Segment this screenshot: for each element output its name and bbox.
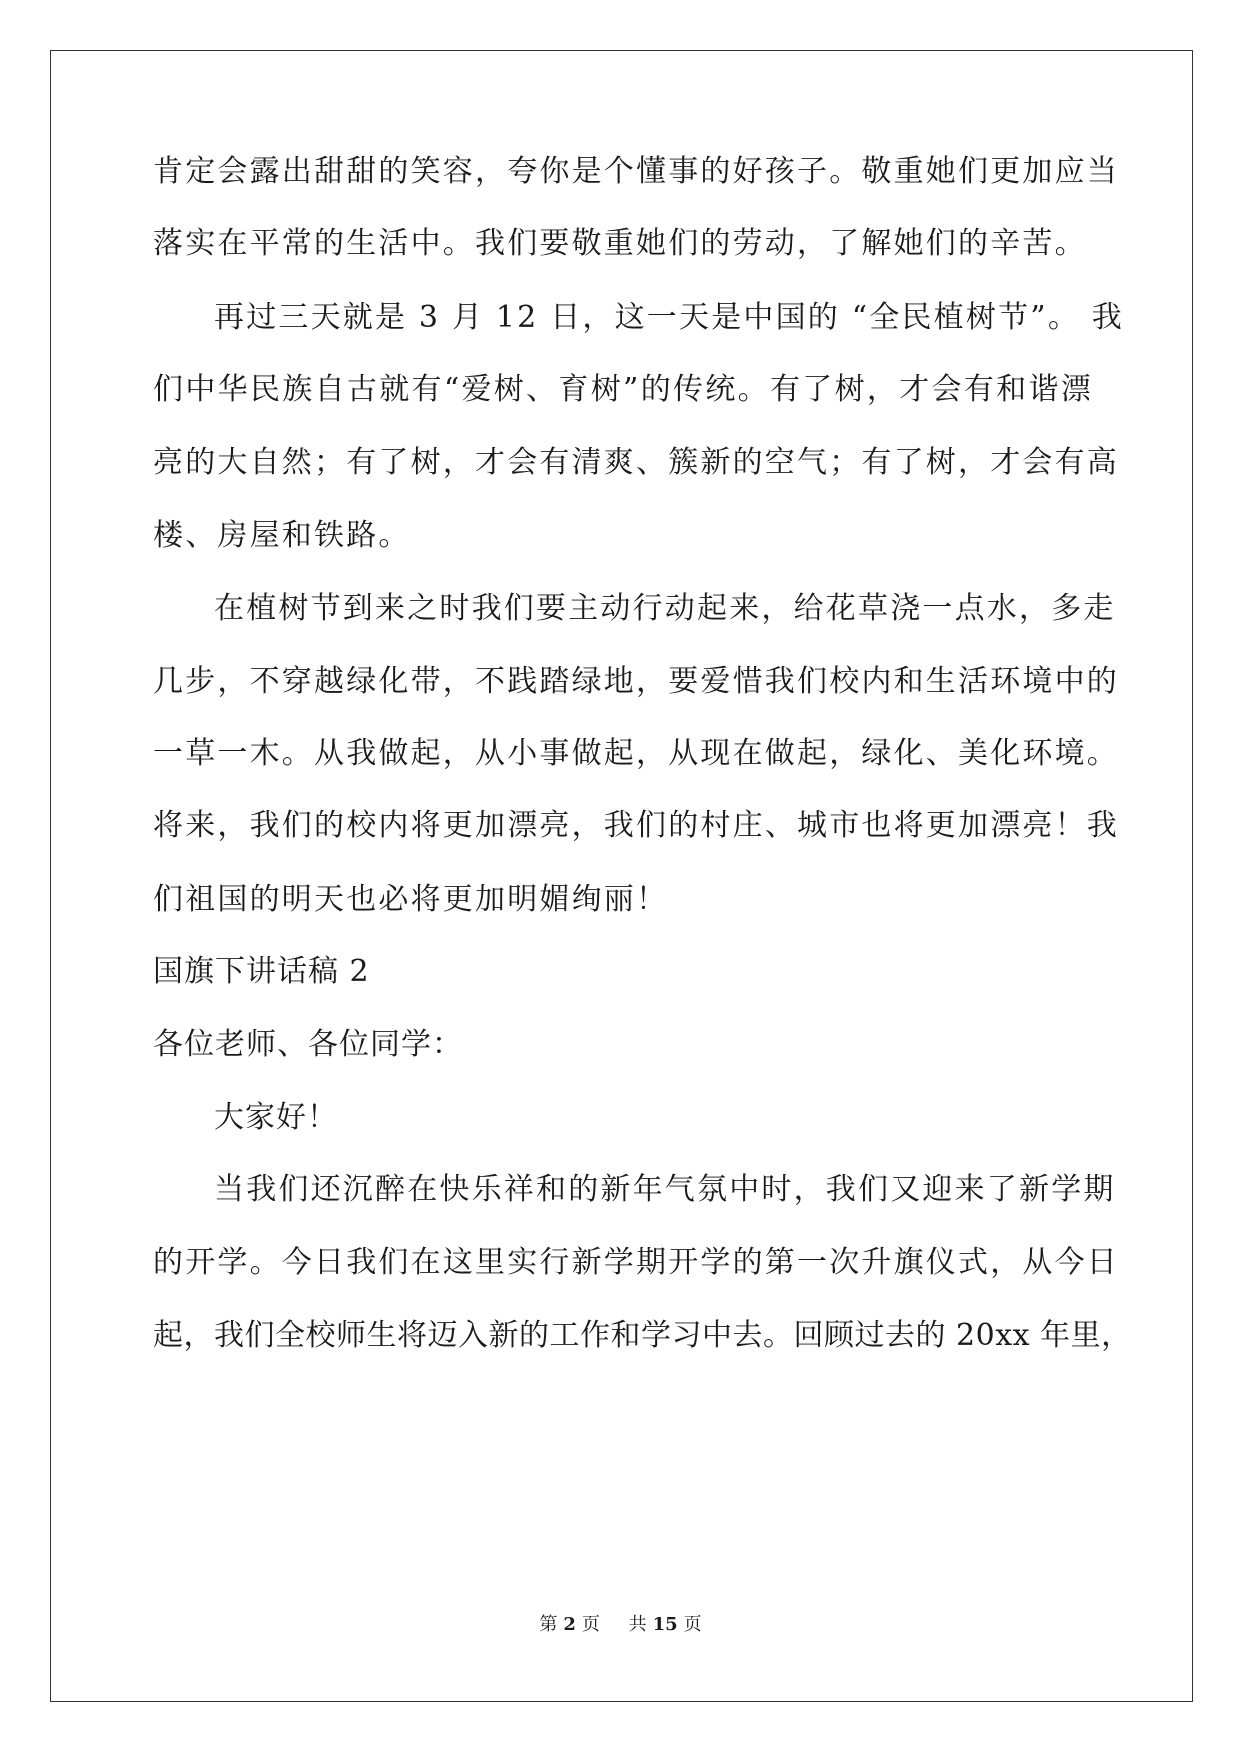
- text-line: 几步，不穿越绿化带，不践踏绿地，要爱惜我们校内和生活环境中的: [153, 664, 1119, 699]
- text-line: 肯定会露出甜甜的笑容，夸你是个懂事的好孩子。敬重她们更加应当: [153, 154, 1119, 189]
- page-number-label: 第 2 页: [539, 1614, 600, 1635]
- text-line: 们祖国的明天也必将更加明媚绚丽！: [153, 882, 669, 917]
- current-page-number: 2: [563, 1614, 576, 1635]
- text-line: 起，我们全校师生将迈入新的工作和学习中去。回顾过去的 20xx 年里，: [153, 1318, 1132, 1353]
- text-line: 将来，我们的校内将更加漂亮，我们的村庄、城市也将更加漂亮！我: [153, 808, 1119, 843]
- greeting: 大家好！: [214, 1100, 338, 1135]
- salutation: 各位老师、各位同学：: [153, 1027, 463, 1062]
- page-footer: [0, 1613, 1241, 1637]
- text-line: 当我们还沉醉在快乐祥和的新年气氛中时，我们又迎来了新学期: [214, 1172, 1116, 1207]
- page-total-label: 共 15 页: [628, 1614, 702, 1635]
- text-line: 的开学。今日我们在这里实行新学期开学的第一次升旗仪式，从今日: [153, 1245, 1119, 1280]
- text-line: 亮的大自然；有了树，才会有清爽、簇新的空气；有了树，才会有高: [153, 445, 1119, 480]
- text-line: 在植树节到来之时我们要主动行动起来，给花草浇一点水，多走: [214, 591, 1116, 626]
- text-line: 落实在平常的生活中。我们要敬重她们的劳动，了解她们的辛苦。: [153, 226, 1087, 261]
- section-heading: 国旗下讲话稿 2: [153, 954, 370, 989]
- text-line: 再过三天就是 3 月 12 日，这一天是中国的 “全民植树节”。 我: [214, 300, 1124, 335]
- text-line: 们中华民族自古就有“爱树、育树”的传统。有了树，才会有和谐漂: [153, 372, 1093, 407]
- total-pages-number: 15: [652, 1614, 678, 1635]
- text-line: 一草一木。从我做起，从小事做起，从现在做起，绿化、美化环境。: [153, 736, 1119, 771]
- text-line: 楼、房屋和铁路。: [153, 518, 411, 553]
